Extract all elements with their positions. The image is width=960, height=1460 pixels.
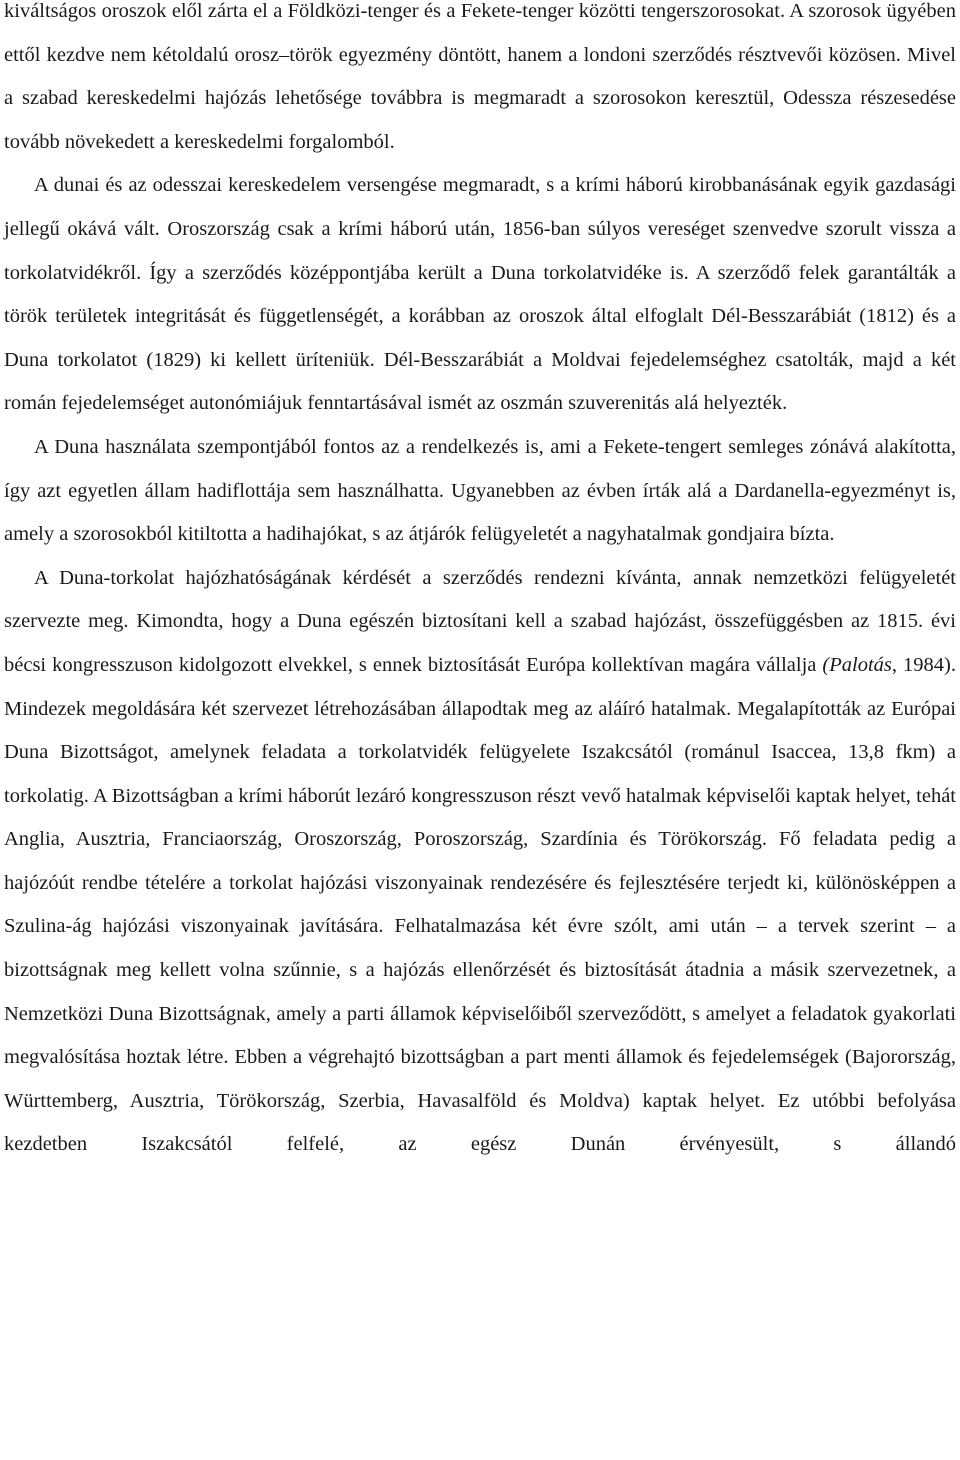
paragraph-3: A Duna használata szempontjából fontos az a rendelkezés is, ami a Fekete-tengert semleges zónává alakította, így azt egyetlen állam hadiflottája sem használhatta. Ugyanebben az évben írták alá a Dardanella-egyezményt is, amely a szorosokból kitiltotta a hadihajókat, s az átjárók felügyeletét a nagyhatalmak gondjaira bízta. [4,435,956,546]
paragraph-4 [4,557,956,1167]
paragraph-4-text-end: , 1984). Mindezek megoldására két szervezet létrehozásában állapodtak meg az aláíró hatalmak. Megalapították az Európai Duna Bizottságot, amelynek feladata a torkolatvidék felügyelete Iszakcsától (románul Isaccea, 13,8 fkm) a torkolatig. A Bizottságban a krími háborút lezáró kongresszuson részt vevő hatalmak képviselői kaptak helyet, tehát Anglia, Ausztria, Franciaország, Oroszország, Poroszország, Szardínia és Törökország. Fő feladata pedig a hajózóút rendbe tételére a torkolat hajózási viszonyainak rendezésére és fejlesztésére terjedt ki, különösképpen a Szulina-ág hajózási viszonyainak javítására. Felhatalmazása két évre szólt, ami után – a tervek szerint – a bizottságnak meg kellett volna szűnnie, s a hajózás ellenőrzését és biztosítását átadnia a másik szervezetnek, a Nemzetközi Duna Bizottságnak, amely a parti államok képviselőiből szerveződött, s amelyet a feladatok gyakorlati megvalósítása hoztak létre. Ebben a végrehajtó bizottságban a part menti államok és fejedelemségek (Bajorország, Württemberg, Ausztria, Törökország, Szerbia, Havasalföld és Moldva) kaptak helyet. Ez utóbbi befolyása kezdetben Iszakcsától felfelé, az egész Dunán érvényesült, s állandó [4,653,956,1156]
paragraph-4-text-start: A Duna-torkolat hajózhatóságának kérdését a szerződés rendezni kívánta, annak nemzetközi felügyeletét szervezte meg. Kimondta, hogy a Duna egészén biztosítani kell a szabad hajózást, összefüggésben az 1815. évi bécsi kongresszuson kidolgozott elvekkel, s ennek biztosítását Európa kollektívan magára vállalja [4,566,956,676]
citation-author: (Palotás [822,653,892,676]
document-page [4,0,956,1167]
paragraph-2: A dunai és az odesszai kereskedelem versengése megmaradt, s a krími háború kirobbanásának egyik gazdasági jellegű okává vált. Oroszország csak a krími háború után, 1856-ban súlyos vereséget szenvedve szorult vissza a torkolatvidékről. Így a szerződés középpontjába került a Duna torkolatvidéke is. A szerződő felek garantálták a török területek integritását és függetlenségét, a korábban az oroszok által elfoglalt Dél-Besszarábiát (1812) és a Duna torkolatot (1829) ki kellett üríteniük. Dél-Besszarábiát a Moldvai fejedelemséghez csatolták, majd a két román fejedelemséget autonómiájuk fenntartásával ismét az oszmán szuverenitás alá helyezték. [4,174,956,415]
paragraph-1: kiváltságos oroszok elől zárta el a Földközi-tenger és a Fekete-tenger közötti tengerszorosokat. A szorosok ügyében ettől kezdve nem kétoldalú orosz–török egyezmény döntött, hanem a londoni szerződés résztvevői közösen. Mivel a szabad kereskedelmi hajózás lehetősége továbbra is megmaradt a szorosokon keresztül, Odessza részesedése tovább növekedett a kereskedelmi forgalomból. [4,0,956,153]
